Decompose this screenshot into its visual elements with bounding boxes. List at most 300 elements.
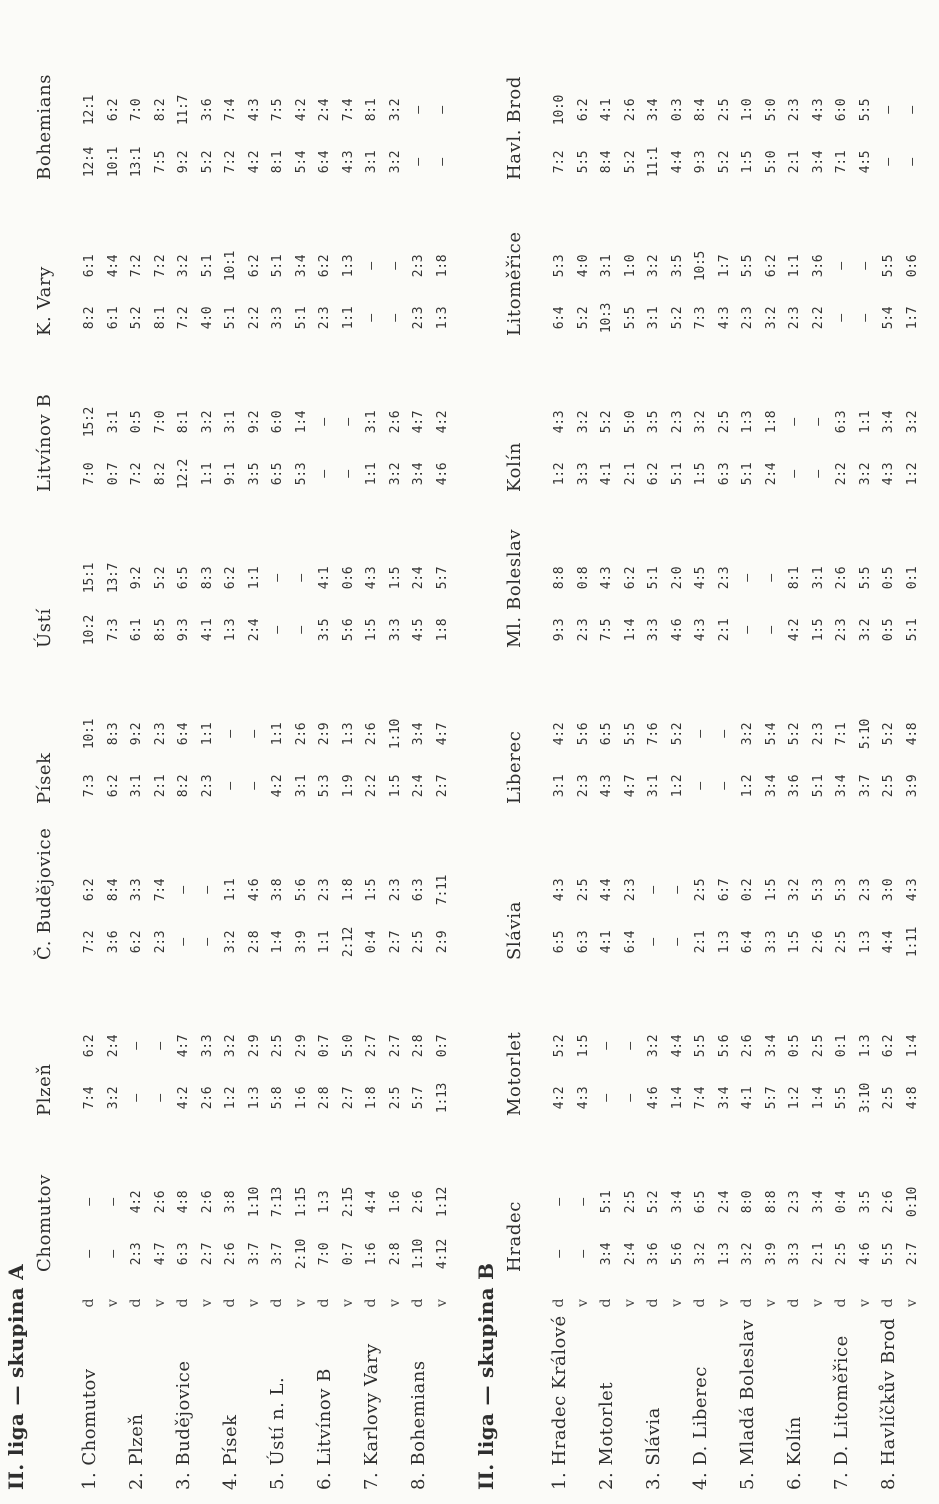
score-cell: 4:7	[152, 1242, 168, 1266]
column-header: K. Vary	[34, 266, 55, 336]
score-cell: —	[669, 886, 685, 894]
column-header: Ústí	[34, 608, 55, 648]
score-cell: —	[552, 1250, 567, 1258]
away-label: v	[715, 1299, 732, 1307]
score-cell: 6:2	[575, 98, 591, 122]
score-cell: 2:5	[716, 98, 732, 122]
score-cell: —	[223, 730, 238, 738]
home-label: d	[316, 1298, 332, 1308]
score-cell: 2:5	[411, 930, 426, 954]
score-cell: 2:6	[293, 722, 309, 746]
score-cell: 3:2	[857, 462, 873, 486]
score-cell: 6:5	[552, 930, 567, 954]
home-label: d	[128, 1298, 144, 1308]
score-cell: 2:15	[340, 1186, 356, 1218]
away-label: v	[433, 1299, 450, 1307]
score-cell: 3:1	[105, 410, 121, 434]
score-cell: —	[810, 418, 826, 426]
score-cell: 4:2	[787, 618, 802, 642]
score-cell: —	[740, 626, 755, 634]
score-cell: —	[434, 106, 450, 114]
score-cell: 3:6	[787, 774, 802, 798]
score-cell: 0:3	[669, 98, 685, 122]
score-cell: 4:5	[857, 150, 873, 174]
home-label: d	[269, 1298, 285, 1308]
score-cell: 5:8	[270, 1086, 285, 1110]
score-cell: 4:7	[622, 774, 638, 798]
score-cell: 4:8	[176, 1190, 191, 1214]
score-cell: 1:3	[223, 618, 238, 642]
score-cell: —	[763, 626, 779, 634]
score-cell: 3:1	[810, 566, 826, 590]
score-cell: 2:5	[622, 1190, 638, 1214]
score-cell: 4:2	[434, 410, 450, 434]
score-cell: 2:5	[834, 930, 849, 954]
score-cell: —	[387, 262, 403, 270]
score-cell: 7:5	[152, 150, 168, 174]
score-cell: —	[622, 1094, 638, 1102]
score-cell: 5:6	[293, 878, 309, 902]
score-cell: 3:4	[669, 1190, 685, 1214]
score-cell: 9:1	[223, 462, 238, 486]
score-cell: 2:12	[340, 926, 356, 958]
score-cell: 4:5	[411, 618, 426, 642]
score-cell: —	[693, 782, 708, 790]
score-cell: 5:0	[763, 150, 779, 174]
score-cell: 4:12	[434, 1238, 450, 1270]
score-cell: 3:4	[716, 1086, 732, 1110]
score-cell: 6:2	[881, 1034, 896, 1058]
score-cell: 5:3	[317, 774, 332, 798]
score-cell: 5:5	[740, 254, 755, 278]
score-cell: 4:3	[716, 306, 732, 330]
score-cell: 0:5	[129, 410, 144, 434]
score-cell: 3:3	[575, 462, 591, 486]
away-label: v	[574, 1299, 591, 1307]
score-cell: 1:12	[434, 1186, 450, 1218]
score-cell: 4:7	[176, 1034, 191, 1058]
score-cell: 4:4	[669, 1034, 685, 1058]
score-cell: 3:6	[105, 930, 121, 954]
score-cell: 2:8	[317, 1086, 332, 1110]
score-cell: 4:1	[740, 1086, 755, 1110]
score-cell: 3:0	[881, 878, 896, 902]
team-name: 6. Kolín	[784, 1416, 805, 1490]
score-cell: —	[575, 1250, 591, 1258]
score-cell: 2:4	[716, 1190, 732, 1214]
score-cell: 4:3	[552, 878, 567, 902]
score-cell: 8:3	[105, 722, 121, 746]
score-cell: 1:5	[387, 774, 403, 798]
team-name: 8. Havlíčkův Brod	[878, 1317, 899, 1490]
score-cell: 1:10	[387, 718, 403, 750]
score-cell: —	[693, 730, 708, 738]
score-cell: 1:3	[340, 254, 356, 278]
score-cell: 4:6	[246, 878, 262, 902]
score-cell: 3:2	[223, 1034, 238, 1058]
away-label: v	[903, 1299, 920, 1307]
score-cell: 6:1	[82, 254, 97, 278]
score-cell: 12:2	[176, 458, 191, 490]
score-cell: 3:10	[857, 1082, 873, 1114]
score-cell: 0:7	[317, 1034, 332, 1058]
score-cell: 2:6	[810, 930, 826, 954]
score-cell: 6:3	[716, 462, 732, 486]
score-cell: 1:5	[740, 150, 755, 174]
score-cell: —	[176, 938, 191, 946]
score-cell: —	[387, 314, 403, 322]
score-cell: 2:7	[199, 1242, 215, 1266]
score-cell: 3:4	[646, 98, 661, 122]
score-cell: 3:4	[834, 774, 849, 798]
score-cell: —	[152, 1094, 168, 1102]
score-cell: 5:4	[763, 722, 779, 746]
score-cell: 2:1	[810, 1242, 826, 1266]
away-label: v	[151, 1299, 168, 1307]
home-label: d	[222, 1298, 238, 1308]
score-cell: 1:3	[317, 1190, 332, 1214]
score-cell: 2:1	[716, 618, 732, 642]
score-cell: 1:1	[364, 462, 379, 486]
score-cell: 3:9	[904, 774, 920, 798]
score-cell: 6:3	[411, 878, 426, 902]
score-cell: 5:5	[881, 254, 896, 278]
score-cell: —	[340, 418, 356, 426]
score-cell: 5:1	[223, 306, 238, 330]
score-cell: 7:5	[270, 98, 285, 122]
score-cell: 2:8	[246, 930, 262, 954]
score-cell: 3:2	[787, 878, 802, 902]
score-cell: 5:2	[575, 306, 591, 330]
score-cell: 2:4	[411, 566, 426, 590]
score-cell: 5:2	[787, 722, 802, 746]
score-cell: 1:2	[740, 774, 755, 798]
score-cell: 1:2	[669, 774, 685, 798]
score-cell: 1:8	[340, 878, 356, 902]
score-cell: 2:5	[834, 1242, 849, 1266]
score-cell: 5:2	[599, 410, 614, 434]
score-cell: 9:2	[129, 566, 144, 590]
score-cell: 3:2	[387, 462, 403, 486]
score-cell: 6:0	[270, 410, 285, 434]
score-cell: 3:4	[411, 462, 426, 486]
score-cell: 4:8	[904, 722, 920, 746]
score-cell: 4:4	[105, 254, 121, 278]
team-name: 2. Motorlet	[596, 1382, 617, 1490]
score-cell: 7:4	[223, 98, 238, 122]
score-cell: 0:10	[904, 1186, 920, 1218]
score-cell: 1:2	[552, 462, 567, 486]
score-cell: 2:3	[810, 722, 826, 746]
score-cell: 2:6	[387, 410, 403, 434]
home-label: d	[410, 1298, 426, 1308]
score-cell: 1:5	[693, 462, 708, 486]
score-cell: 3:1	[223, 410, 238, 434]
score-cell: —	[364, 262, 379, 270]
column-header: Plzeň	[34, 1063, 55, 1116]
score-cell: 5:6	[716, 1034, 732, 1058]
score-cell: 3:3	[270, 306, 285, 330]
score-cell: 1:3	[434, 306, 450, 330]
score-cell: 5:1	[669, 462, 685, 486]
score-cell: 6:5	[693, 1190, 708, 1214]
score-cell: 4:1	[317, 566, 332, 590]
score-cell: —	[364, 314, 379, 322]
score-cell: 12:4	[82, 146, 97, 178]
score-cell: 7:3	[105, 618, 121, 642]
score-cell: 5:1	[293, 306, 309, 330]
score-cell: 5:2	[669, 722, 685, 746]
score-cell: 3:1	[364, 410, 379, 434]
score-cell: 4:2	[270, 774, 285, 798]
score-cell: 3:3	[387, 618, 403, 642]
score-cell: 1:1	[246, 566, 262, 590]
score-cell: 3:2	[575, 410, 591, 434]
score-cell: 5:5	[857, 566, 873, 590]
score-cell: 7:2	[552, 150, 567, 174]
score-cell: 9:2	[246, 410, 262, 434]
score-cell: 7:4	[693, 1086, 708, 1110]
score-cell: —	[646, 938, 661, 946]
team-name: 1. Hradec Králové	[549, 1315, 570, 1490]
score-cell: 3:4	[810, 150, 826, 174]
score-cell: —	[199, 938, 215, 946]
score-cell: 1:3	[857, 930, 873, 954]
score-cell: —	[599, 1094, 614, 1102]
score-cell: 2:7	[364, 1034, 379, 1058]
score-cell: 15:2	[82, 406, 97, 438]
score-cell: 10:3	[599, 302, 614, 334]
home-label: d	[833, 1298, 849, 1308]
score-cell: —	[740, 574, 755, 582]
score-cell: 1:2	[223, 1086, 238, 1110]
score-cell: —	[881, 158, 896, 166]
score-cell: 2:4	[246, 618, 262, 642]
score-cell: 3:2	[763, 306, 779, 330]
score-cell: —	[716, 782, 732, 790]
score-cell: 8:2	[82, 306, 97, 330]
score-cell: —	[105, 1198, 121, 1206]
column-header: Litoměřice	[504, 231, 525, 336]
score-cell: 6:0	[834, 98, 849, 122]
score-cell: 3:4	[881, 410, 896, 434]
score-cell: 0:1	[834, 1034, 849, 1058]
home-label: d	[739, 1298, 755, 1308]
score-cell: 4:4	[599, 878, 614, 902]
column-header: Písek	[34, 752, 55, 804]
score-cell: 4:2	[552, 722, 567, 746]
score-cell: 8:3	[199, 566, 215, 590]
group-b-title: II. liga — skupina B	[474, 1262, 498, 1490]
score-cell: 8:0	[740, 1190, 755, 1214]
score-cell: 7:2	[152, 254, 168, 278]
score-cell: 1:1	[223, 878, 238, 902]
score-cell: 8:4	[693, 98, 708, 122]
home-label: d	[786, 1298, 802, 1308]
score-cell: 6:2	[646, 462, 661, 486]
score-cell: 1:3	[340, 722, 356, 746]
score-cell: 2:8	[411, 1034, 426, 1058]
score-cell: 2:6	[411, 1190, 426, 1214]
score-cell: 2:3	[199, 774, 215, 798]
score-cell: 1:0	[622, 254, 638, 278]
score-cell: 3:4	[810, 1190, 826, 1214]
score-cell: 6:2	[763, 254, 779, 278]
score-cell: 1:3	[246, 1086, 262, 1110]
score-cell: 1:5	[787, 930, 802, 954]
score-cell: 3:4	[599, 1242, 614, 1266]
score-cell: 4:3	[693, 618, 708, 642]
score-cell: 2:7	[904, 1242, 920, 1266]
score-cell: 1:6	[387, 1190, 403, 1214]
score-cell: 5:0	[622, 410, 638, 434]
score-cell: 3:4	[763, 1034, 779, 1058]
score-cell: 0:8	[575, 566, 591, 590]
score-cell: 8:2	[176, 774, 191, 798]
score-cell: 0:6	[340, 566, 356, 590]
score-cell: 2:5	[693, 878, 708, 902]
score-cell: —	[787, 418, 802, 426]
score-cell: 3:6	[646, 1242, 661, 1266]
score-cell: 1:1	[317, 930, 332, 954]
score-cell: —	[152, 1042, 168, 1050]
score-cell: 1:8	[364, 1086, 379, 1110]
score-cell: 4:3	[599, 774, 614, 798]
score-cell: 5:7	[763, 1086, 779, 1110]
score-cell: 4:4	[669, 150, 685, 174]
score-cell: 2:1	[152, 774, 168, 798]
score-cell: 3:5	[669, 254, 685, 278]
score-cell: 1:4	[622, 618, 638, 642]
score-cell: —	[246, 782, 262, 790]
score-cell: 11:7	[176, 94, 191, 126]
score-cell: 2:3	[317, 306, 332, 330]
score-cell: 2:9	[293, 1034, 309, 1058]
score-cell: 7:13	[270, 1186, 285, 1218]
team-name: 5. Ústí n. L.	[267, 1376, 288, 1490]
score-cell: 5:5	[834, 1086, 849, 1110]
score-cell: 1:8	[434, 618, 450, 642]
score-cell: 2:8	[387, 1242, 403, 1266]
score-cell: —	[857, 262, 873, 270]
score-cell: 9:3	[693, 150, 708, 174]
score-cell: 2:3	[787, 1190, 802, 1214]
score-cell: 4:6	[857, 1242, 873, 1266]
score-cell: 5:3	[810, 878, 826, 902]
score-cell: 4:1	[599, 98, 614, 122]
score-cell: 2:7	[340, 1086, 356, 1110]
score-cell: 7:2	[129, 462, 144, 486]
score-cell: 5:1	[904, 618, 920, 642]
column-header: Ml. Boleslav	[504, 528, 525, 648]
score-cell: 4:2	[176, 1086, 191, 1110]
score-cell: 2:6	[740, 1034, 755, 1058]
score-cell: —	[857, 314, 873, 322]
score-cell: 3:1	[599, 254, 614, 278]
away-label: v	[668, 1299, 685, 1307]
score-cell: 0:7	[340, 1242, 356, 1266]
score-cell: 4:1	[199, 618, 215, 642]
score-cell: 6:2	[129, 930, 144, 954]
score-cell: 3:5	[646, 410, 661, 434]
team-name: 6. Litvínov B	[314, 1368, 335, 1490]
score-cell: 0:7	[434, 1034, 450, 1058]
score-cell: 2:9	[434, 930, 450, 954]
score-cell: —	[716, 730, 732, 738]
score-cell: 3:2	[223, 930, 238, 954]
score-cell: 2:7	[387, 1034, 403, 1058]
score-cell: 1:1	[199, 462, 215, 486]
score-cell: 1:7	[716, 254, 732, 278]
score-cell: 3:6	[199, 98, 215, 122]
away-label: v	[292, 1299, 309, 1307]
score-cell: 2:5	[387, 1086, 403, 1110]
score-cell: 2:3	[129, 1242, 144, 1266]
score-cell: 8:2	[152, 98, 168, 122]
score-cell: —	[834, 262, 849, 270]
score-cell: 4:3	[881, 462, 896, 486]
score-cell: 1:1	[340, 306, 356, 330]
score-cell: 5:2	[152, 566, 168, 590]
column-header: Litvínov B	[34, 393, 55, 492]
score-cell: 1:10	[246, 1186, 262, 1218]
team-name: 7. D. Litoměřice	[831, 1335, 852, 1490]
score-cell: 4:0	[199, 306, 215, 330]
score-cell: —	[787, 470, 802, 478]
away-label: v	[198, 1299, 215, 1307]
score-cell: 3:2	[740, 722, 755, 746]
score-cell: 1:10	[411, 1238, 426, 1270]
score-cell: —	[223, 782, 238, 790]
score-cell: 3:3	[199, 1034, 215, 1058]
home-label: d	[880, 1298, 896, 1308]
score-cell: 4:3	[575, 1086, 591, 1110]
score-cell: 3:2	[176, 254, 191, 278]
score-cell: 2:6	[881, 1190, 896, 1214]
score-cell: 2:4	[411, 774, 426, 798]
score-cell: 3:2	[199, 410, 215, 434]
score-cell: 1:8	[763, 410, 779, 434]
score-cell: 3:2	[105, 1086, 121, 1110]
score-cell: 1:6	[364, 1242, 379, 1266]
score-cell: 8:2	[152, 462, 168, 486]
score-cell: 1:11	[904, 926, 920, 958]
group-a-title: II. liga — skupina A	[4, 1264, 28, 1490]
score-cell: 6:2	[223, 566, 238, 590]
score-cell: 2:6	[622, 98, 638, 122]
score-cell: 8:1	[364, 98, 379, 122]
score-cell: 3:2	[646, 1034, 661, 1058]
score-cell: 10:1	[223, 250, 238, 282]
score-cell: 6:3	[176, 1242, 191, 1266]
score-cell: 15:1	[82, 562, 97, 594]
score-cell: 2:5	[716, 410, 732, 434]
score-cell: 2:2	[834, 462, 849, 486]
column-header: Liberec	[504, 730, 525, 804]
column-header: Č. Budějovice	[34, 827, 55, 960]
score-cell: 1:5	[364, 878, 379, 902]
score-cell: —	[763, 574, 779, 582]
score-cell: 13:1	[129, 146, 144, 178]
score-cell: 1:5	[575, 1034, 591, 1058]
score-cell: 7:2	[176, 306, 191, 330]
score-cell: 2:4	[317, 98, 332, 122]
score-cell: 2:2	[810, 306, 826, 330]
score-cell: 5:1	[199, 254, 215, 278]
score-cell: 5:4	[881, 306, 896, 330]
score-cell: 6:7	[716, 878, 732, 902]
score-cell: 4:4	[881, 930, 896, 954]
